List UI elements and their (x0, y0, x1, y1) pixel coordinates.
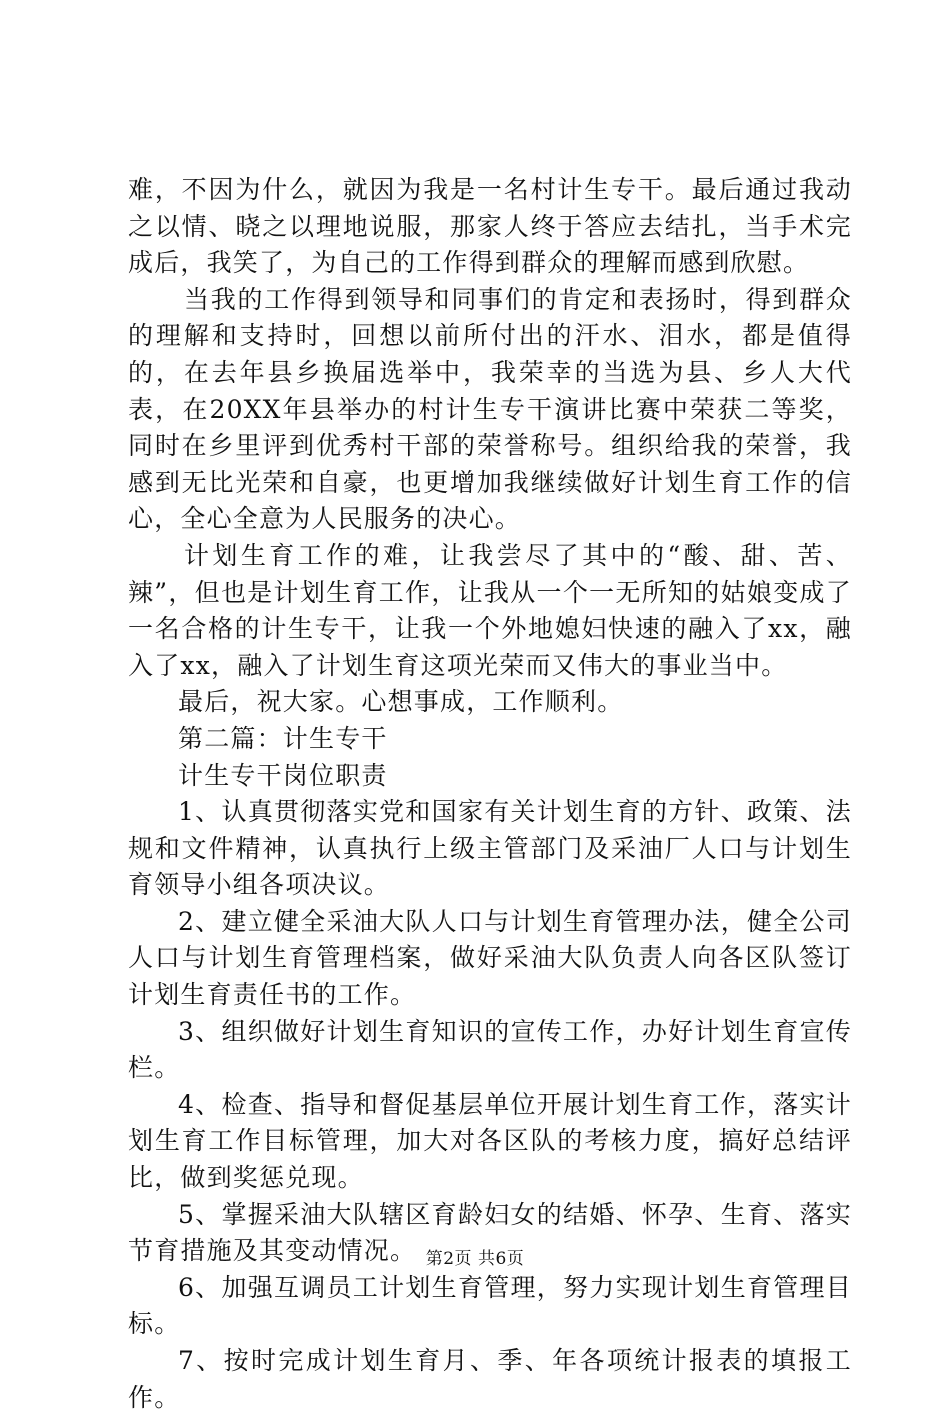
section-subtitle: 计生专干岗位职责 (178, 760, 388, 790)
paragraph-closing: 最后，祝大家。心想事成，工作顺利。 (178, 687, 624, 717)
page-footer: 第2页 共6页 (425, 1249, 525, 1269)
duty-item-1: 1、认真贯彻落实党和国家有关计划生育的方针、政策、法规和文件精神，认真执行上级主管部门及采油厂人口与计划生育领导小组各项决议。 (128, 797, 852, 900)
duty-item-7: 7、按时完成计划生育月、季、年各项统计报表的填报工作。 (128, 1346, 852, 1412)
duty-item-4: 4、检查、指导和督促基层单位开展计划生育工作，落实计划生育工作目标管理，加大对各区队的考核力度，搞好总结评比，做到奖惩兑现。 (128, 1089, 852, 1193)
duty-item-3: 3、组织做好计划生育知识的宣传工作，办好计划生育宣传栏。 (128, 1016, 852, 1083)
duty-item-2: 2、建立健全采油大队人口与计划生育管理办法，健全公司人口与计划生育管理档案，做好采油大队负责人向各区队签订计划生育责任书的工作。 (128, 906, 852, 1010)
duty-item-5: 5、掌握采油大队辖区育龄妇女的结婚、怀孕、生育、落实节育措施及其变动情况。 (128, 1199, 852, 1266)
paragraph-honors: 当我的工作得到领导和同事们的肯定和表扬时，得到群众的理解和支持时，回想以前所付出的汗水、泪水，都是值得的，在去年县乡换届选举中，我荣幸的当选为县、乡人大代表，在20XX年县举办的村计生专干演讲比赛中荣获二等奖，同时在乡里评到优秀村干部的荣誉称号。组织给我的荣誉，我感到无比光荣和自豪，也更增加我继续做好计划生育工作的信心，全心全意为人民服务的决心。 (128, 284, 852, 534)
section-heading: 第二篇：计生专干 (178, 723, 388, 753)
paragraph-continuation: 难，不因为什么，就因为我是一名村计生专干。最后通过我动之以情、晓之以理地说服，那家人终于答应去结扎，当手术完成后，我笑了，为自己的工作得到群众的理解而感到欣慰。 (128, 175, 852, 278)
document-body (128, 172, 852, 1416)
paragraph-difficulty: 计划生育工作的难，让我尝尽了其中的“酸、甜、苦、辣”，但也是计划生育工作，让我从一个一无所知的姑娘变成了一名合格的计生专干，让我一个外地媳妇快速的融入了xx，融入了xx，融入了计划生育这项光荣而又伟大的事业当中。 (128, 540, 852, 680)
duty-item-6: 6、加强互调员工计划生育管理，努力实现计划生育管理目标。 (128, 1272, 852, 1339)
